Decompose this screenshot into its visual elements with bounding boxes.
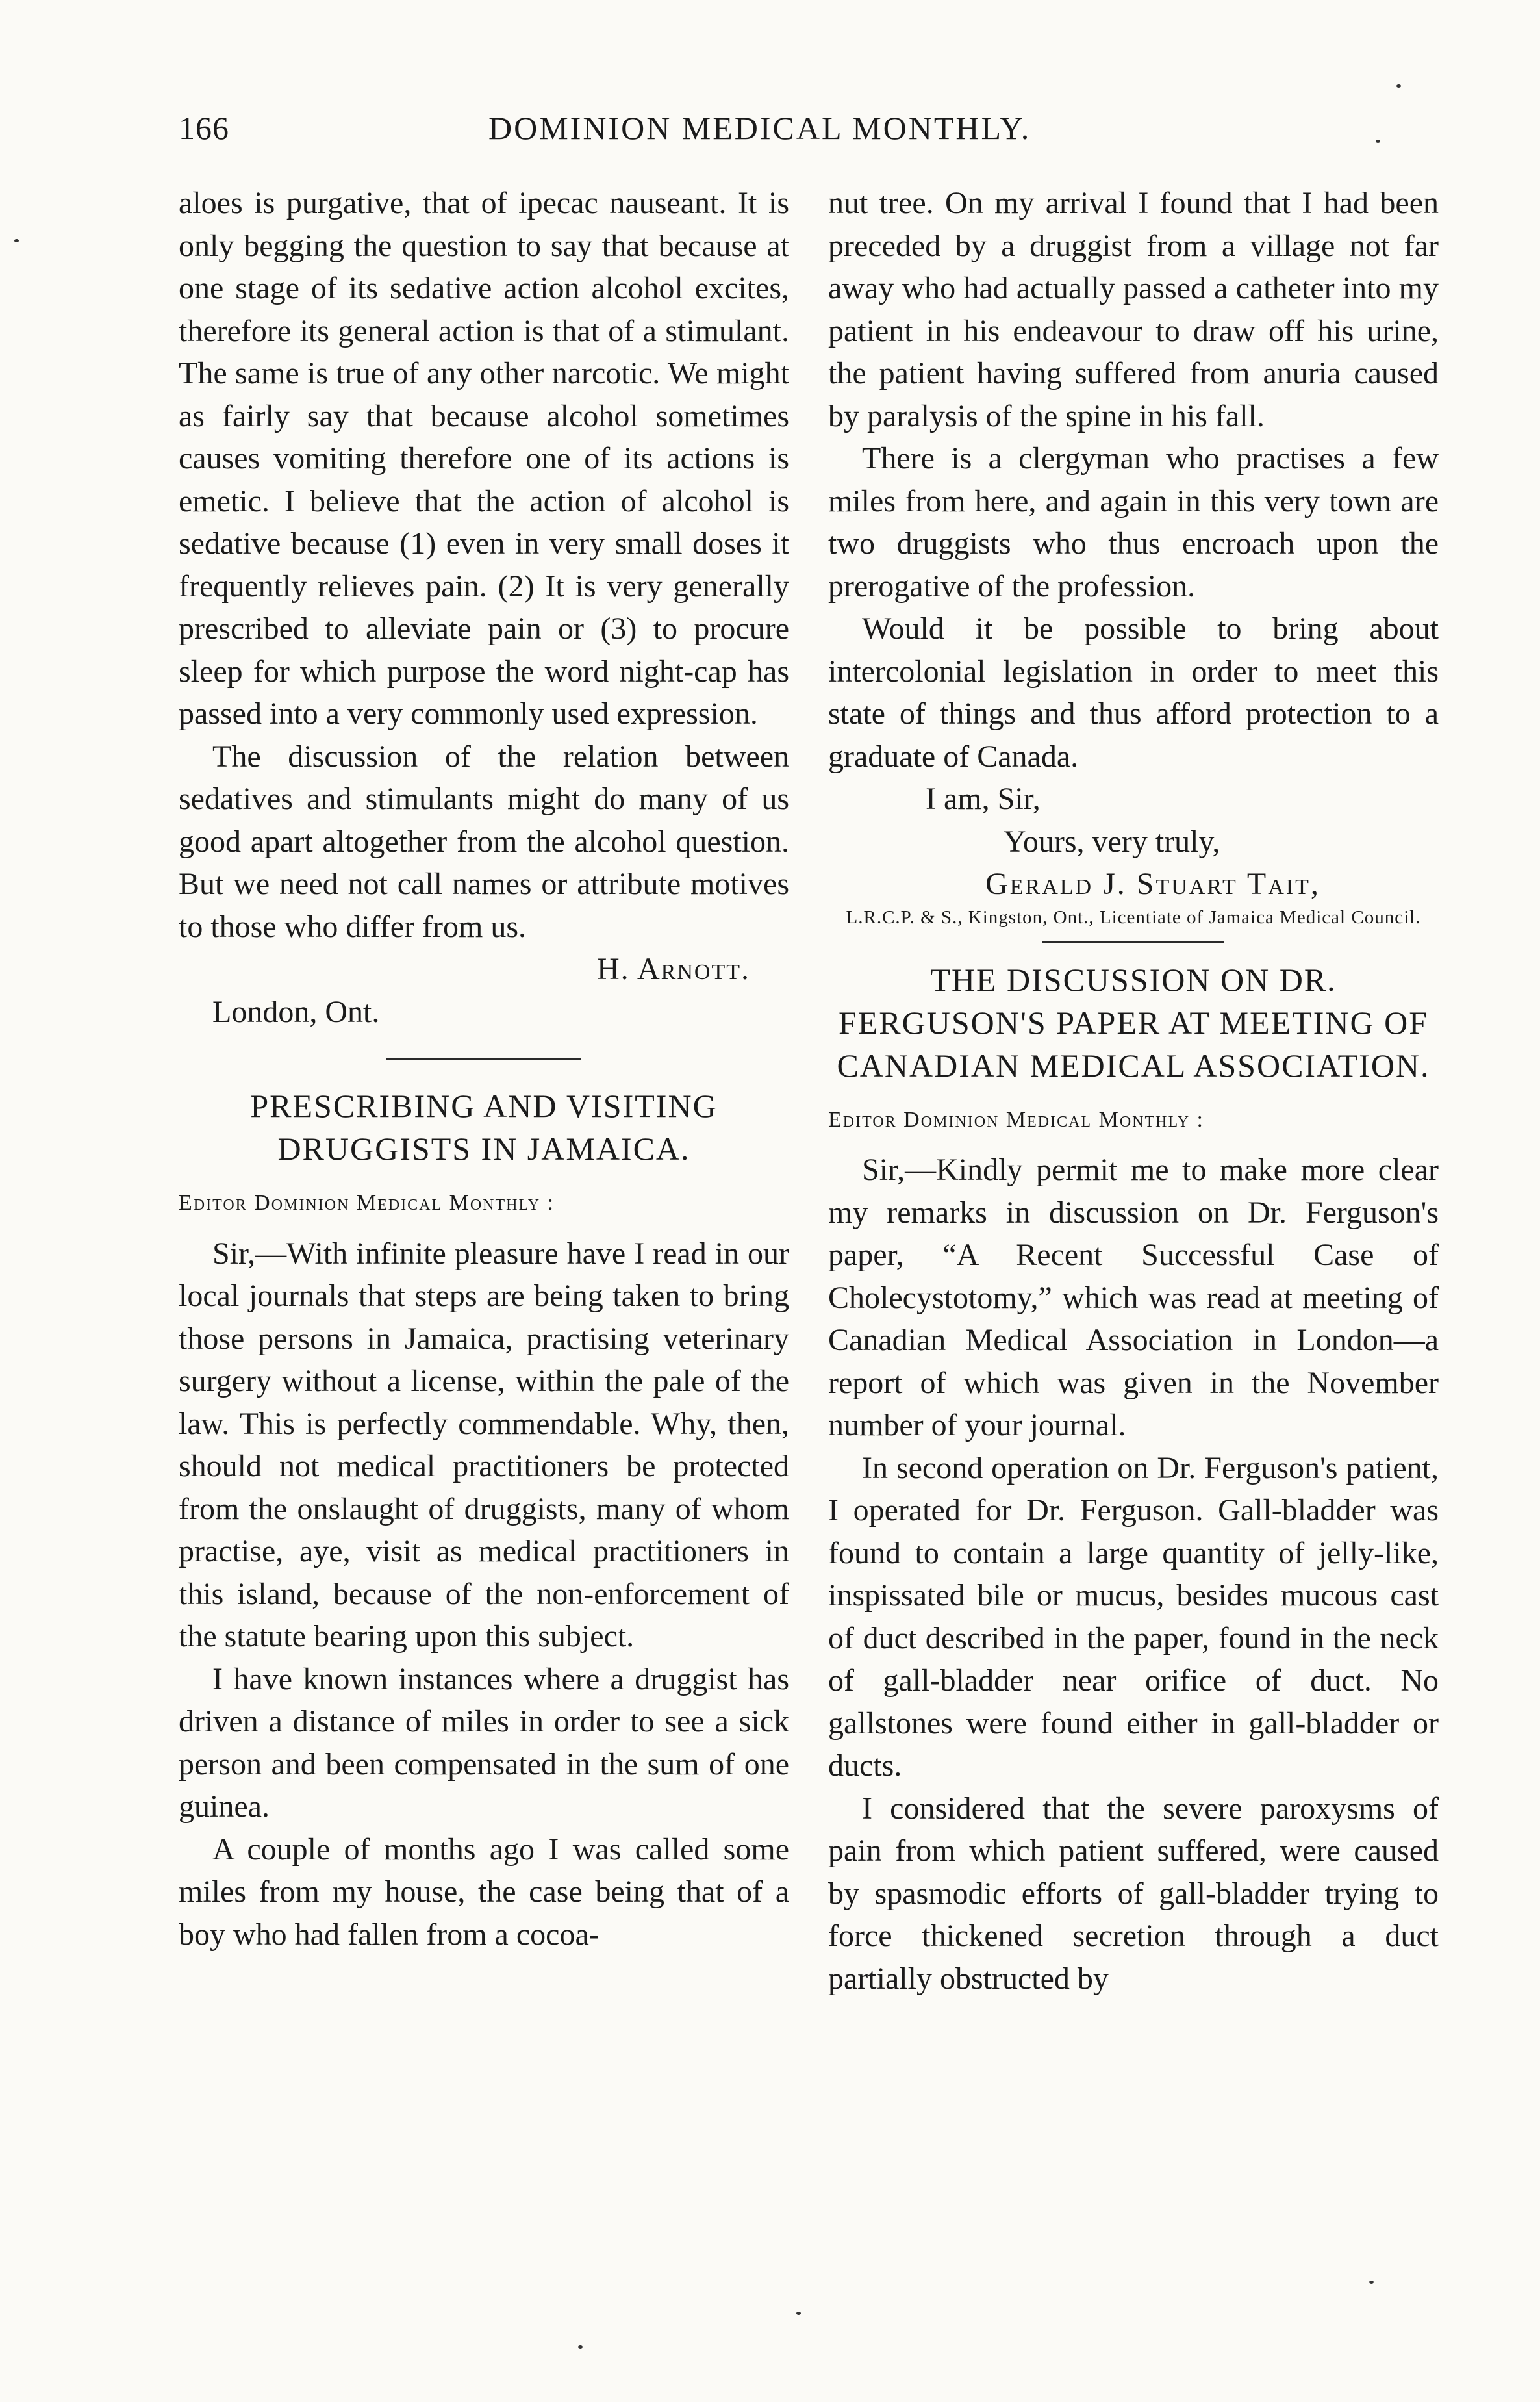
right-paragraph-5: In second operation on Dr. Ferguson's patient, I operated for Dr. Ferguson. Gall-bladder was found to contain a large quantity of jelly-like, inspissated bile or mucus, besides mucous cast of duct described in the paper, found in the neck of gall-bladder near orifice of duct. No gallstones were found either in gall-bladder or ducts.	[828, 1450, 1439, 1783]
page-speck	[796, 2312, 801, 2315]
closing-salutation: I am, Sir,	[926, 782, 1041, 816]
author-credentials: L.R.C.P. & S., Kingston, Ont., Licentiate of Jamaica Medical Council.	[846, 906, 1421, 928]
left-paragraph-4: I have known instances where a druggist has driven a distance of miles in order to see a sick person and been compensated in the sum of one guinea.	[179, 1661, 789, 1824]
left-column	[179, 182, 789, 1956]
signature-name: H. Arnott.	[596, 952, 750, 986]
signature-place: London, Ont.	[212, 994, 380, 1029]
right-paragraph-3: Would it be possible to bring about intercolonial legislation in order to meet this state of things and thus afford protection to a graduate of Canada.	[828, 611, 1439, 774]
right-paragraph-6: I considered that the severe paroxysms of pain from which patient suffered, were caused by spasmodic efforts of gall-bladder trying to force thickened secretion through a duct partially obstructed by	[828, 1791, 1439, 1996]
page-speck	[1396, 84, 1401, 88]
editor-salutation: Editor Dominion Medical Monthly :	[179, 1191, 555, 1215]
closing-yours: Yours, very truly,	[1004, 824, 1220, 859]
section-divider-2	[1042, 941, 1224, 943]
editor-salutation-2: Editor Dominion Medical Monthly :	[828, 1107, 1205, 1132]
signature-arnott	[179, 948, 789, 991]
right-paragraph-4: Sir,—Kindly permit me to make more clear my remarks in discussion on Dr. Ferguson's paper, “A Recent Successful Case of Cholecystotomy,” which was read at meeting of Canadian Medical Association in London—a report of which was given in the November number of your journal.	[828, 1153, 1439, 1442]
left-paragraph-1: aloes is purgative, that of ipecac nauseant. It is only begging the question to say that because at one stage of its sedative action alcohol excites, therefore its general action is that of a stimulant. The same is true of any other narcotic. We might as fairly say that because alcohol sometimes causes vomiting therefore one of its actions is emetic. I believe that the action of alcohol is sedative because (1) even in very small doses it frequently relieves pain. (2) It is very generally prescribed to alleviate pain or (3) to procure sleep for which purpose the word night-cap has passed into a very commonly used expression.	[179, 186, 789, 731]
right-column	[828, 182, 1439, 2000]
article-title-jamaica: PRESCRIBING AND VISITING DRUGGISTS IN JAMAICA.	[250, 1088, 718, 1167]
page-speck	[1369, 2281, 1374, 2284]
author-name: Gerald J. Stuart Tait,	[985, 867, 1320, 901]
page-speck	[1376, 140, 1380, 143]
left-paragraph-3: Sir,—With infinite pleasure have I read in our local journals that steps are being taken to bring those persons in Jamaica, practising veterinary surgery without a license, within the pale of the law. This is perfectly commendable. Why, then, should not medical practitioners be protected from the onslaught of druggists, many of whom practise, aye, visit as medical practitioners in this island, because of the non-enforcement of the statute bearing upon this subject.	[179, 1236, 789, 1654]
section-divider	[386, 1058, 581, 1060]
page-number: 166	[179, 110, 229, 146]
page-speck	[578, 2345, 583, 2349]
right-paragraph-2: There is a clergyman who practises a few miles from here, and again in this very town are two druggists who thus encroach upon the prerogative of the profession.	[828, 441, 1439, 604]
running-header	[0, 109, 1540, 161]
left-paragraph-2: The discussion of the relation between sedatives and stimulants might do many of us good apart altogether from the alcohol question. But we need not call names or attribute motives to those who differ from us.	[179, 739, 789, 944]
right-paragraph-1: nut tree. On my arrival I found that I had been preceded by a druggist from a village not far away who had actually passed a catheter into my patient in his endeavour to draw off his urine, the patient having suffered from anuria caused by paralysis of the spine in his fall.	[828, 186, 1439, 433]
article-title-discussion: THE DISCUSSION ON DR. FERGUSON'S PAPER AT MEETING OF CANADIAN MEDICAL ASSOCIATION.	[837, 961, 1430, 1084]
left-paragraph-5: A couple of months ago I was called some miles from my house, the case being that of a boy who had fallen from a cocoa-	[179, 1832, 789, 1952]
journal-title: DOMINION MEDICAL MONTHLY.	[488, 110, 1031, 146]
page-speck	[14, 239, 19, 242]
